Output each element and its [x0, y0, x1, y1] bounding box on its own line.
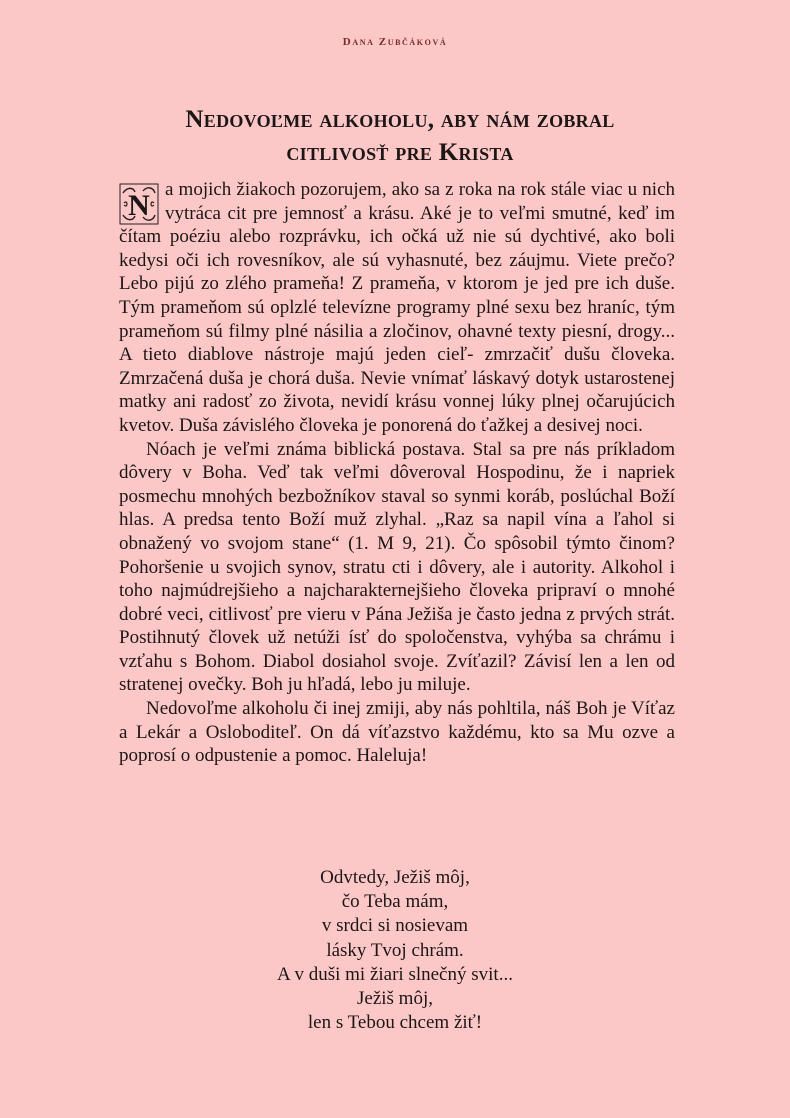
poem-line: Ježiš môj, [357, 988, 433, 1010]
poem-line: v srdci si nosievam [321, 915, 469, 937]
poem-line: Odvtedy, Ježiš môj, [320, 867, 470, 888]
drop-cap [119, 183, 159, 225]
ornamental-drop-cap-icon [119, 183, 159, 225]
paragraph-3: Nedovoľme alkoholu či inej zmiji, aby nás pohltila, náš Boh je Víťaz a Lekár a Osloboditeľ. On dá víťazstvo každému, kto sa Mu ozve a poprosí o odpustenie a pomoc. Haleluja! [119, 698, 675, 767]
poem-line: čo Teba mám, [341, 891, 449, 913]
poem-line: lásky Tvoj chrám. [326, 939, 464, 961]
poem [0, 866, 790, 1035]
svg-text:N: N [128, 189, 150, 222]
running-head-author: Dana Zubčáková [342, 36, 448, 48]
poem-line: A v duši mi žiari slnečný svit... [277, 963, 513, 985]
article-title-line-2: citlivosť pre Krista [286, 139, 514, 166]
poem-line: len s Tebou chcem žiť! [307, 1012, 483, 1034]
paragraph-1-text: a mojich žiakoch pozorujem, ako sa z roka na rok stále viac u nich vytráca cit pre jemnosť a krásu. Aké je to veľmi smutné, keď im čítam poéziu alebo rozprávku, ich očká už nie sú dychtivé, ako boli kedysi oči ich rovesníkov, ale sú vyhasnuté, bez záujmu. Viete prečo? Lebo pijú zo zlého prameňa! Z prameňa, v ktorom je jed pre ich duše. Tým prameňom sú oplzlé televízne programy plné sexu bez hraníc, tým prameňom sú filmy plné násilia a zločinov, ohavné texty piesní, drogy... A tieto diablove nástroje majú jeden cieľ- zmrzačiť dušu človeka. Zmrzačená duša je chorá duša. Nevie vnímať láskavý dotyk ustarostenej matky ani radosť zo života, nevidí krásu vonnej lúky plnej očarujúcich kvetov. Duša závislého človeka je ponorená do ťažkej a desivej noci. [119, 179, 675, 436]
article-title [100, 103, 700, 169]
article-title-line-1: Nedovoľme alkoholu, aby nám zobral [185, 106, 615, 133]
article-body [119, 178, 675, 768]
paragraph-1 [119, 178, 675, 438]
paragraph-2: Nóach je veľmi známa biblická postava. Stal sa pre nás príkladom dôvery v Boha. Veď tak veľmi dôveroval Hospodinu, že i napriek posmechu mnohých bezbožníkov staval so synmi koráb, poslúchal Boží hlas. A predsa tento Boží muž zlyhal. „Raz sa napil vína a ľahol si obnažený vo svojom stane“ (1. M 9, 21). Čo spôsobil týmto činom? Pohoršenie u svojich synov, stratu cti i dôvery, ale i autority. Alkohol i toho najmúdrejšieho a najcharakternejšieho človeka pripraví o mnohé dobré veci, citlivosť pre vieru v Pána Ježiša je často jedna z prvých strát. Postihnutý človek už netúži ísť do spoločenstva, vyhýba sa chrámu i vzťahu s Bohom. Diabol dosiahol svoje. Zvíťazil? Závisí len a len od stratenej ovečky. Boh ju hľadá, lebo ju miluje. [119, 438, 675, 696]
